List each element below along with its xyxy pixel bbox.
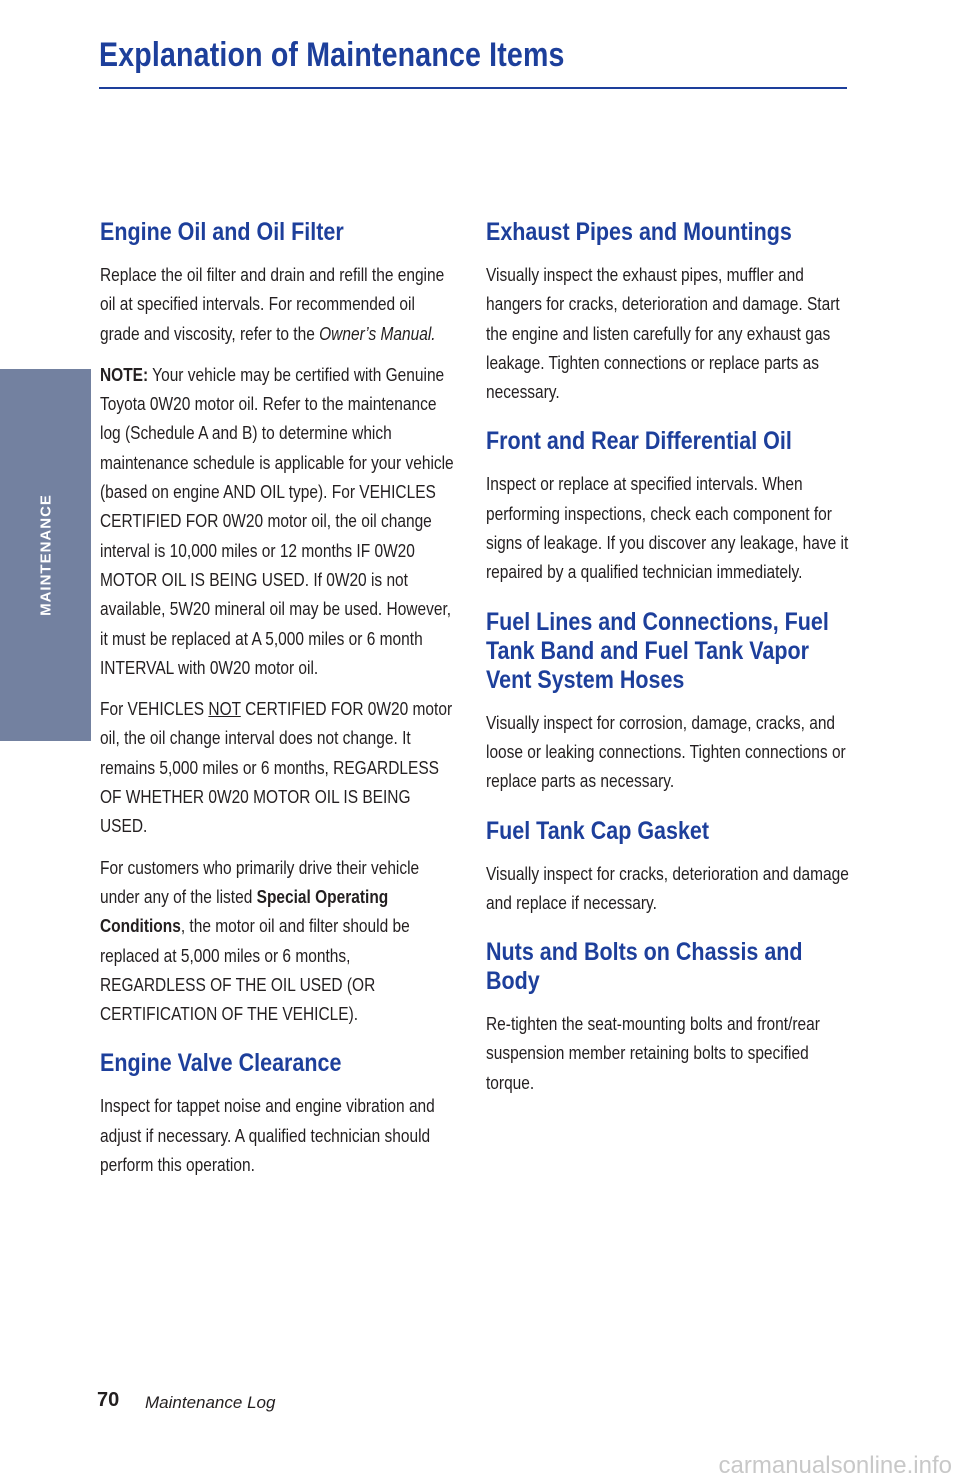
section-nuts-bolts xyxy=(486,938,851,1098)
underlined-text: NOT xyxy=(208,699,241,720)
section-heading: Engine Oil and Oil Filter xyxy=(100,218,344,246)
section-fuel-cap xyxy=(486,817,851,919)
section-heading: Front and Rear Differential Oil xyxy=(486,427,792,456)
left-column xyxy=(100,218,455,1200)
section-heading: Fuel Tank Cap Gasket xyxy=(486,816,710,845)
note-label: NOTE: xyxy=(100,364,149,385)
section-engine-oil xyxy=(100,218,455,1029)
paragraph-text: For customers who primarily drive their vehicle under any of the listed xyxy=(100,857,420,907)
section-paragraph xyxy=(100,854,454,1030)
section-differential xyxy=(486,427,851,587)
right-column xyxy=(486,218,851,1118)
section-fuel-lines xyxy=(486,608,851,797)
side-tab-label: MAINTENANCE xyxy=(37,494,55,616)
section-valve-clearance xyxy=(100,1049,455,1180)
note-paragraph xyxy=(100,361,454,683)
section-paragraph: Visually inspect for cracks, deterioration and damage and replace if necessary. xyxy=(486,863,849,913)
paragraph-text: For VEHICLES xyxy=(100,699,209,720)
section-heading: Fuel Lines and Connections, Fuel Tank Band and Fuel Tank Vapor Vent System Hoses xyxy=(486,607,829,694)
title-divider xyxy=(99,87,847,89)
note-text: Your vehicle may be certified with Genuine Toyota 0W20 motor oil. Refer to the maintenance log (Schedule A and B) to determine which maintenance schedule is applicable for your vehicle (based on engine AND OIL type). For VEHICLES CERTIFIED FOR 0W20 motor oil, the oil change interval is 10,000 miles or 12 months IF 0W20 MOTOR OIL IS BEING USED. If 0W20 is not available, 5W20 mineral oil may be used. However, it must be replaced at A 5,000 miles or 6 month INTERVAL with 0W20 motor oil. xyxy=(100,364,454,678)
section-paragraph: Re-tighten the seat-mounting bolts and front/rear suspension member retaining bolts to specified torque. xyxy=(486,1014,820,1093)
section-paragraph: Inspect or replace at specified intervals. When performing inspections, check each component for signs of leakage. If you discover any leakage, have it repaired by a qualified technician immediately. xyxy=(486,474,849,583)
paragraph-text: , the motor oil and filter should be replaced at 5,000 miles or 6 months, REGARDLESS OF THE OIL USED (OR CERTIFICATION OF THE VEHICLE). xyxy=(100,916,410,1025)
paragraph-text: CERTIFIED FOR 0W20 motor oil, the oil change interval does not change. It remains 5,000 miles or 6 months, REGARDLESS OF WHETHER 0W20 MOTOR OIL IS BEING USED. xyxy=(100,699,453,837)
section-exhaust xyxy=(486,218,851,407)
page-number: 70 xyxy=(97,1389,120,1411)
section-paragraph: Inspect for tappet noise and engine vibration and adjust if necessary. A qualified technician should perform this operation. xyxy=(100,1096,435,1176)
section-heading: Engine Valve Clearance xyxy=(100,1049,342,1078)
footer-label: Maintenance Log xyxy=(145,1393,276,1412)
section-heading: Nuts and Bolts on Chassis and Body xyxy=(486,938,803,996)
watermark: carmanualsonline.info xyxy=(718,1452,952,1479)
section-paragraph: Visually inspect the exhaust pipes, muffler and hangers for cracks, deterioration and damage. Start the engine and listen carefully for any exhaust gas leakage. Tighten connections or replace parts as necessary. xyxy=(486,265,840,403)
special-conditions-term: Special Operating Conditions xyxy=(100,886,389,937)
manual-reference: Owner’s Manual. xyxy=(319,323,436,344)
section-heading: Exhaust Pipes and Mountings xyxy=(486,218,792,246)
section-paragraph xyxy=(100,695,454,841)
paragraph-text: Replace the oil filter and drain and refill the engine oil at specified intervals. For recommended oil grade and viscosity, refer to the xyxy=(100,265,445,344)
page-title: Explanation of Maintenance Items xyxy=(99,36,565,74)
section-paragraph xyxy=(100,261,454,349)
section-paragraph: Visually inspect for corrosion, damage, cracks, and loose or leaking connections. Tighten connections or replace parts as necessary. xyxy=(486,712,846,792)
